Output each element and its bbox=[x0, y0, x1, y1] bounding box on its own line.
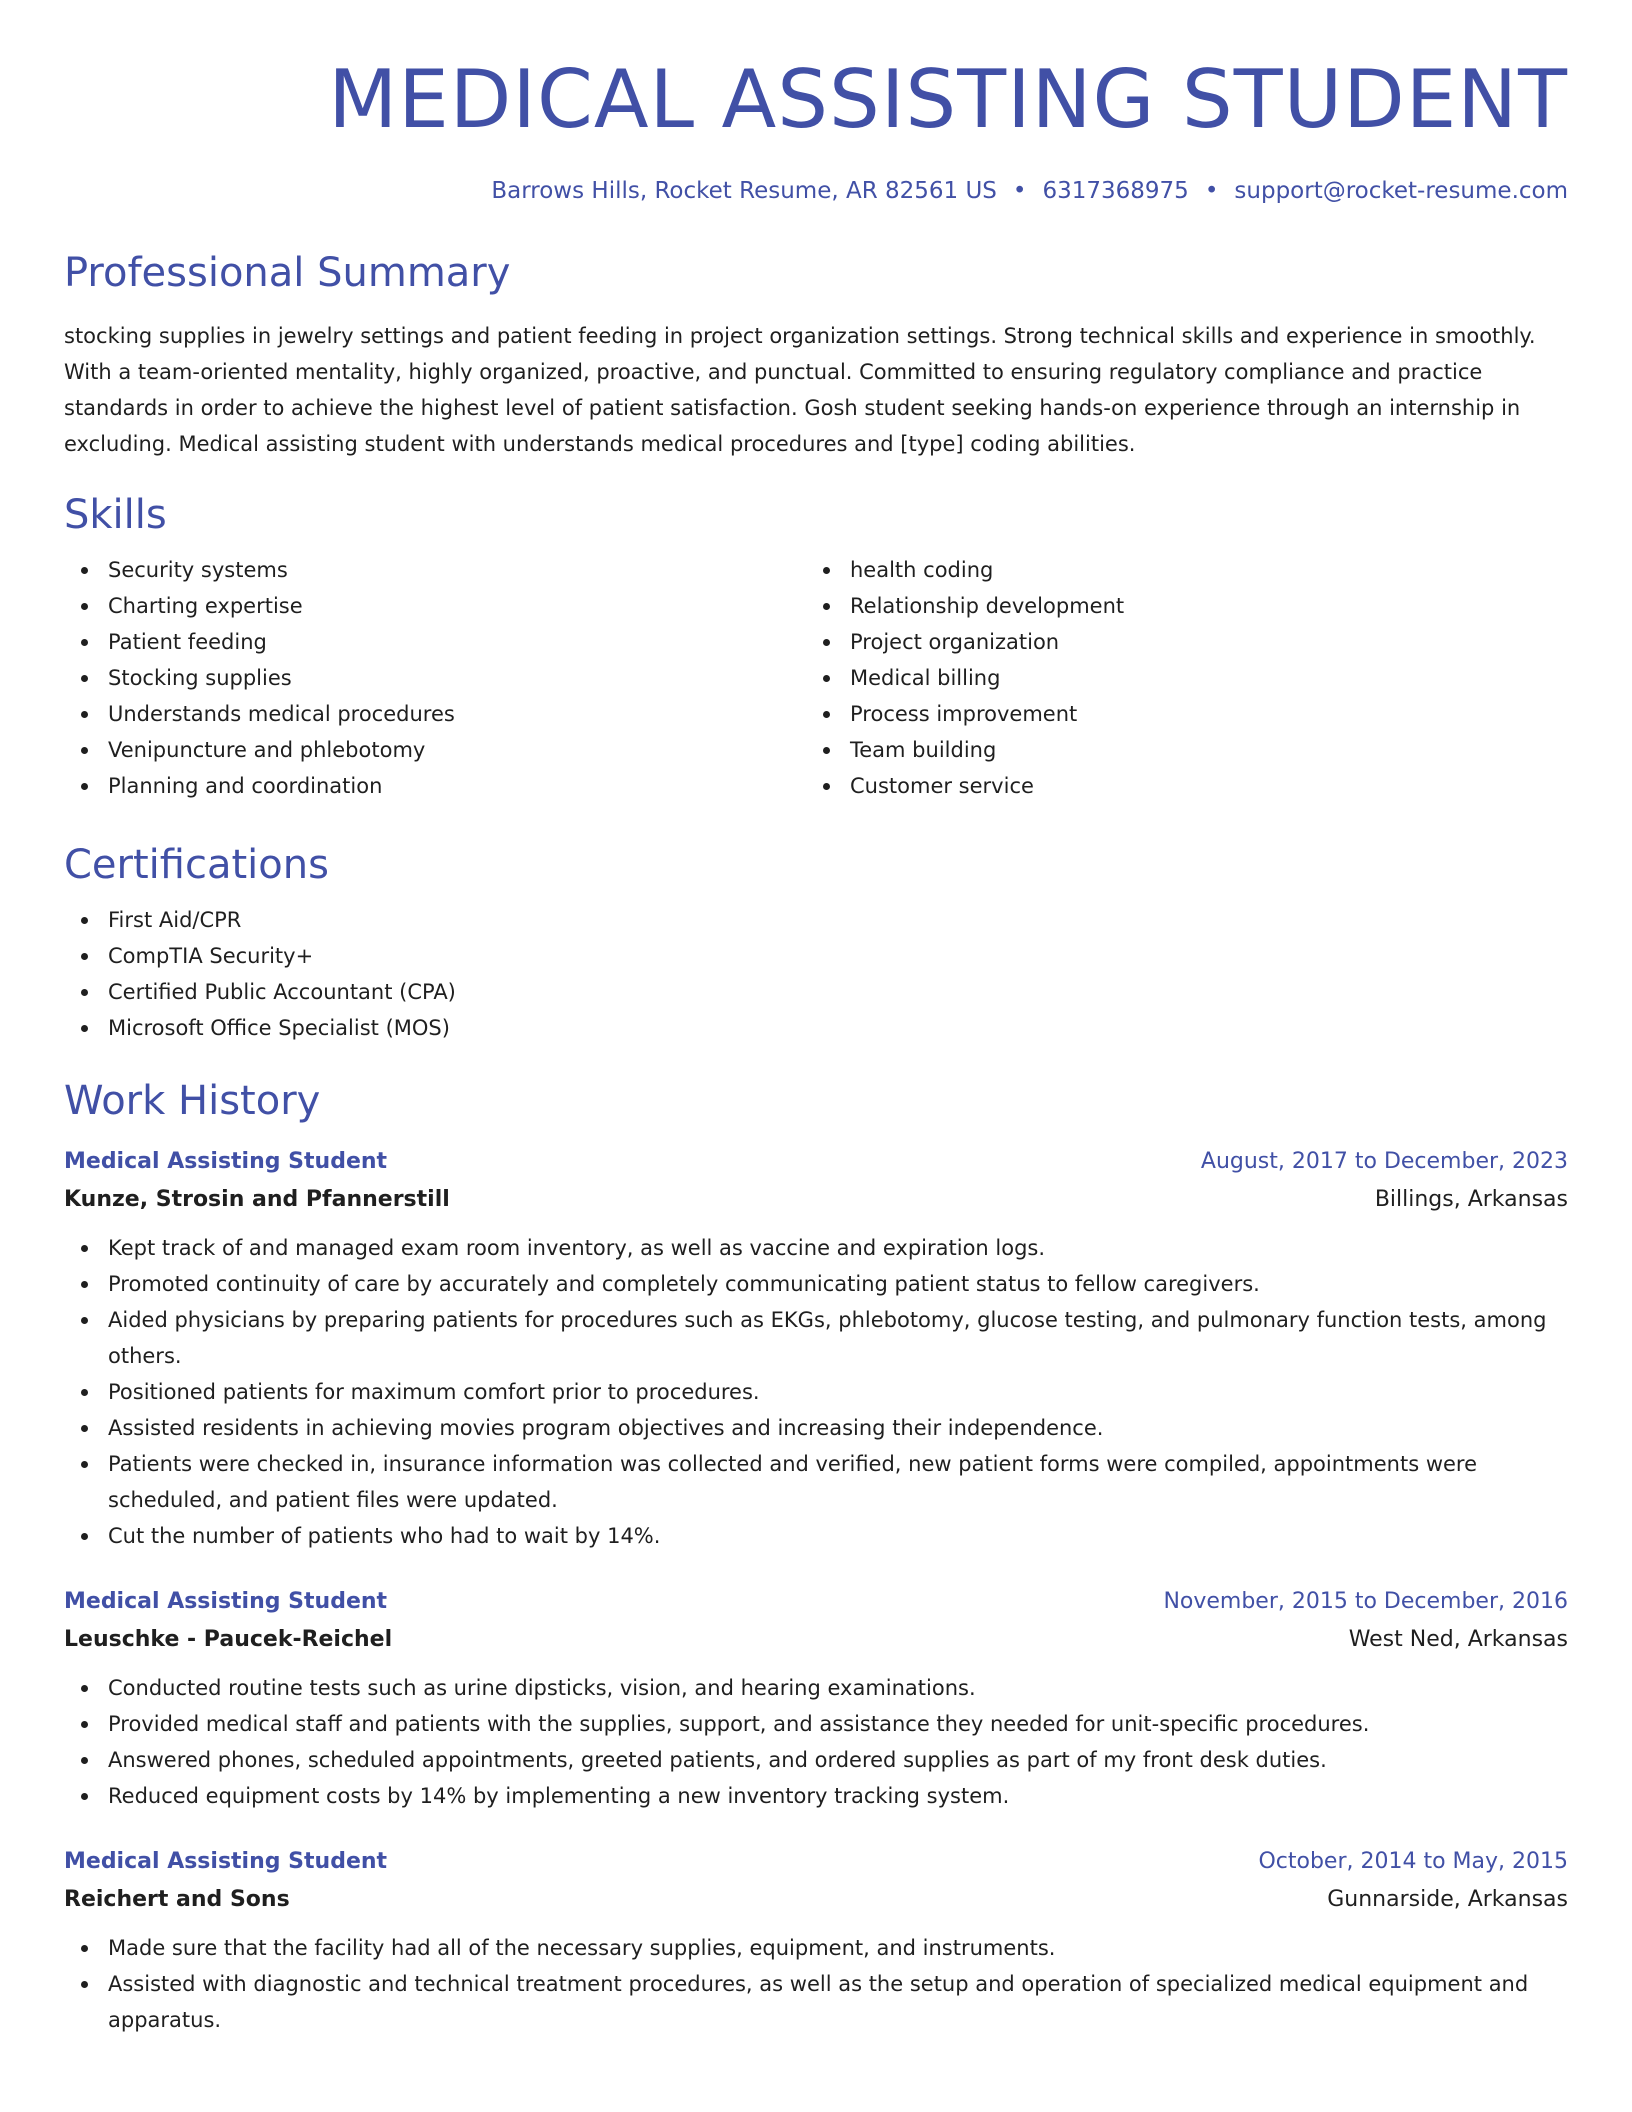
skill-item: health coding bbox=[806, 552, 1548, 588]
contact-separator: • bbox=[1012, 178, 1027, 204]
summary-text: stocking supplies in jewelry settings and patient feeding in project organization settings. Strong technical skills and experience in smoothly. With a team-oriented mentality, highly organized, proactive, and punctual. Committed to ensuring regulatory compliance and practice standards in order to achieve the highest level of patient satisfaction. Gosh student seeking hands-on experience through an internship in excluding. Medical assisting student with understands medical procedures and [type] coding abilities. bbox=[64, 324, 1536, 456]
skill-item: Venipuncture and phlebotomy bbox=[64, 732, 806, 768]
job-employer-row bbox=[64, 1180, 1568, 1220]
skills-heading: Skills bbox=[64, 492, 167, 538]
certifications-heading: Certifications bbox=[64, 842, 329, 888]
duty-item: Kept track of and managed exam room inventory, as well as vaccine and expiration logs. bbox=[64, 1230, 1568, 1266]
duty-item: Assisted residents in achieving movies program objectives and increasing their independence. bbox=[64, 1410, 1568, 1446]
skills-right-column bbox=[806, 552, 1548, 804]
job-dates: October, 2014 to May, 2015 bbox=[1258, 1849, 1568, 1874]
skill-item: Relationship development bbox=[806, 588, 1548, 624]
certifications-list bbox=[64, 902, 1568, 1046]
job-employer-row bbox=[64, 1620, 1568, 1660]
skill-item: Stocking supplies bbox=[64, 660, 806, 696]
skill-item: Charting expertise bbox=[64, 588, 806, 624]
skill-item: Planning and coordination bbox=[64, 768, 806, 804]
job-title: Medical Assisting Student bbox=[64, 1589, 388, 1614]
job-entry bbox=[64, 1584, 1568, 1814]
skill-item: Understands medical procedures bbox=[64, 696, 806, 732]
certification-item: CompTIA Security+ bbox=[64, 938, 1568, 974]
job-company: Kunze, Strosin and Pfannerstill bbox=[64, 1187, 450, 1212]
certification-item: Certified Public Accountant (CPA) bbox=[64, 974, 1568, 1010]
skill-item: Customer service bbox=[806, 768, 1548, 804]
duty-item: Conducted routine tests such as urine dipsticks, vision, and hearing examinations. bbox=[64, 1670, 1568, 1706]
job-duties bbox=[64, 1230, 1568, 1554]
contact-phone: 6317368975 bbox=[1042, 178, 1189, 204]
duty-item: Assisted with diagnostic and technical treatment procedures, as well as the setup and operation of specialized medical equipment and apparatus. bbox=[64, 1966, 1568, 2038]
job-title: Medical Assisting Student bbox=[64, 1849, 388, 1874]
job-company: Leuschke - Paucek-Reichel bbox=[64, 1627, 393, 1652]
resume-name: MEDICAL ASSISTING STUDENT bbox=[328, 53, 1568, 146]
skill-item: Patient feeding bbox=[64, 624, 806, 660]
duty-item: Aided physicians by preparing patients for procedures such as EKGs, phlebotomy, glucose testing, and pulmonary function tests, among others. bbox=[64, 1302, 1568, 1374]
job-company: Reichert and Sons bbox=[64, 1887, 290, 1912]
job-title: Medical Assisting Student bbox=[64, 1149, 388, 1174]
duty-item: Reduced equipment costs by 14% by implementing a new inventory tracking system. bbox=[64, 1778, 1568, 1814]
job-location: Gunnarside, Arkansas bbox=[1327, 1887, 1568, 1912]
skill-item: Security systems bbox=[64, 552, 806, 588]
contact-line bbox=[64, 176, 1568, 206]
job-entry bbox=[64, 1144, 1568, 1554]
duty-item: Patients were checked in, insurance information was collected and verified, new patient forms were compiled, appointments were scheduled, and patient files were updated. bbox=[64, 1446, 1568, 1518]
duty-item: Promoted continuity of care by accurately and completely communicating patient status to fellow caregivers. bbox=[64, 1266, 1568, 1302]
skill-item: Process improvement bbox=[806, 696, 1548, 732]
job-duties bbox=[64, 1930, 1568, 2038]
contact-separator: • bbox=[1204, 178, 1219, 204]
job-employer-row bbox=[64, 1880, 1568, 1920]
certification-item: First Aid/CPR bbox=[64, 902, 1568, 938]
job-location: Billings, Arkansas bbox=[1374, 1187, 1568, 1212]
duty-item: Answered phones, scheduled appointments, greeted patients, and ordered supplies as part of my front desk duties. bbox=[64, 1742, 1568, 1778]
summary-heading: Professional Summary bbox=[64, 250, 511, 296]
job-location: West Ned, Arkansas bbox=[1348, 1627, 1568, 1652]
job-header bbox=[64, 1144, 1568, 1180]
skills-left-column bbox=[64, 552, 806, 804]
job-entry bbox=[64, 1844, 1568, 2038]
certification-item: Microsoft Office Specialist (MOS) bbox=[64, 1010, 1568, 1046]
contact-email: support@rocket-resume.com bbox=[1234, 178, 1568, 204]
skills-list bbox=[64, 552, 1568, 804]
duty-item: Cut the number of patients who had to wait by 14%. bbox=[64, 1518, 1568, 1554]
job-dates: August, 2017 to December, 2023 bbox=[1200, 1149, 1568, 1174]
skill-item: Team building bbox=[806, 732, 1548, 768]
job-duties bbox=[64, 1670, 1568, 1814]
skill-item: Project organization bbox=[806, 624, 1548, 660]
skill-item: Medical billing bbox=[806, 660, 1548, 696]
duty-item: Made sure that the facility had all of the necessary supplies, equipment, and instruments. bbox=[64, 1930, 1568, 1966]
duty-item: Positioned patients for maximum comfort prior to procedures. bbox=[64, 1374, 1568, 1410]
job-header bbox=[64, 1584, 1568, 1620]
duty-item: Provided medical staff and patients with the supplies, support, and assistance they needed for unit-specific procedures. bbox=[64, 1706, 1568, 1742]
work-history-heading: Work History bbox=[64, 1078, 321, 1124]
contact-address: Barrows Hills, Rocket Resume, AR 82561 US bbox=[491, 178, 997, 204]
job-header bbox=[64, 1844, 1568, 1880]
job-dates: November, 2015 to December, 2016 bbox=[1163, 1589, 1568, 1614]
